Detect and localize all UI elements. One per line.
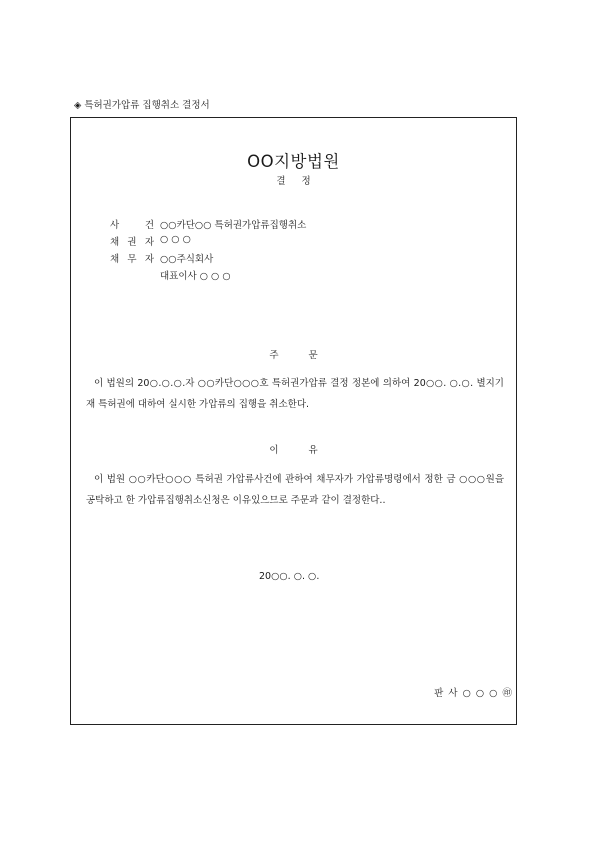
- decision-date: 20○○. ○. ○.: [259, 571, 320, 582]
- label-char: 자: [144, 237, 154, 248]
- label-char: 건: [144, 220, 154, 231]
- label-char: 권: [127, 237, 137, 248]
- party-debtor: [110, 251, 213, 265]
- party-label-case: [110, 217, 160, 231]
- party-label-case-text: [110, 217, 154, 231]
- label-char: 사: [110, 220, 120, 231]
- reason-heading: 이유: [269, 445, 348, 456]
- party-creditor: [110, 234, 191, 248]
- label-char: 무: [127, 254, 137, 265]
- label-char: 채: [110, 237, 120, 248]
- main-order-heading: 주문: [269, 350, 348, 361]
- party-label-representative: [110, 268, 160, 282]
- party-value-case: ○○카단○○ 특허권가압류집행취소: [160, 220, 307, 231]
- label-char: 채: [110, 254, 120, 265]
- main-order-text: 이 법원의 20○.○.○.자 ○○카단○○○호 특허권가압류 결정 정본에 의하여 20○○. ○.○. 별지기재 특허권에 대하여 실시한 가압류의 집행을 취소한다.: [86, 378, 504, 410]
- judge-signature: 판 사 ○ ○ ○ ㊞: [434, 688, 513, 699]
- party-representative: [110, 268, 231, 282]
- party-label-creditor-text: [110, 234, 154, 248]
- party-label-debtor: [110, 251, 160, 265]
- party-value-debtor: ○○주식회사: [160, 254, 214, 265]
- court-name: OO지방법원: [247, 152, 340, 171]
- party-label-debtor-text: [110, 251, 154, 265]
- label-char: 자: [144, 254, 154, 265]
- decision-document: [70, 117, 517, 725]
- party-case: [110, 217, 306, 231]
- party-value-representative: 대표이사 ○ ○ ○: [160, 271, 231, 282]
- reason-text: 이 법원 ○○카단○○○ 특허권 가압류사건에 관하여 채무자가 가압류명령에서 정한 금 ○○○원을 공탁하고 한 가압류집행취소신청은 이유있으므로 주문과 같이 결정한다..: [86, 474, 504, 506]
- document-caption: ◈ 특허권가압류 집행취소 결정서: [74, 100, 210, 111]
- party-value-creditor: ○ ○ ○: [160, 234, 191, 245]
- party-label-creditor: [110, 234, 160, 248]
- document-type: 결정: [276, 176, 327, 187]
